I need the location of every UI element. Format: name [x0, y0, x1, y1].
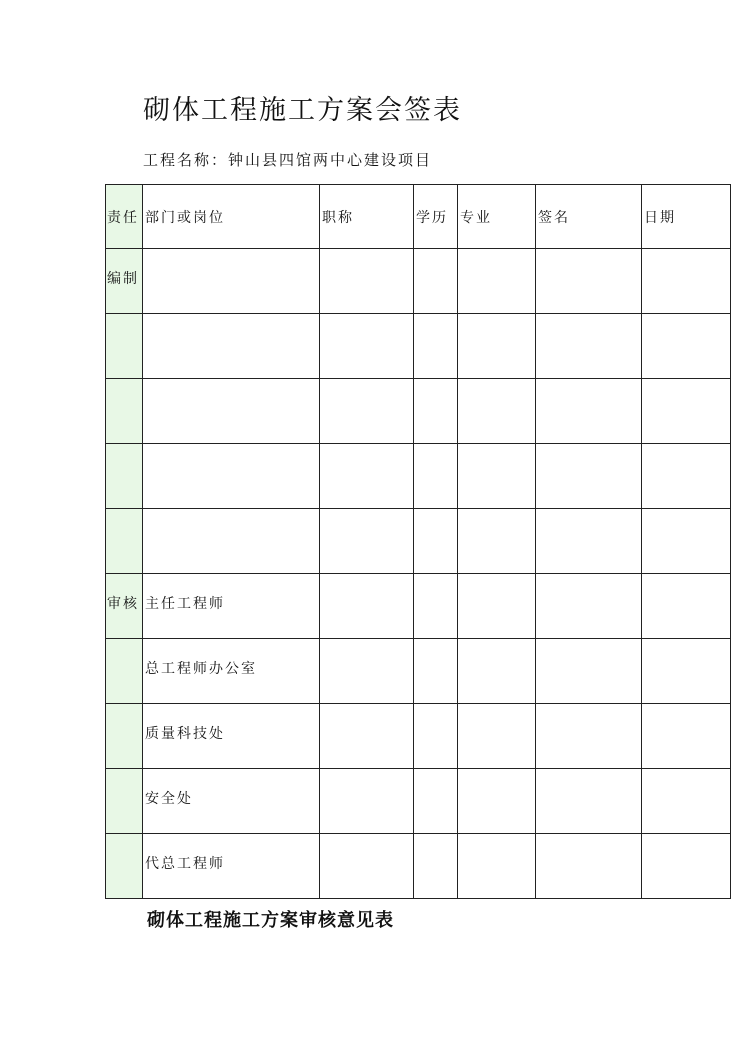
- table-row: [106, 444, 731, 509]
- header-education: 学历: [414, 185, 458, 249]
- page-title: 砌体工程施工方案会签表: [143, 95, 462, 126]
- header-date: 日期: [642, 185, 731, 249]
- table-row: [106, 314, 731, 379]
- role-cell: [106, 704, 143, 769]
- table-row: [106, 769, 731, 834]
- education-cell: [414, 444, 458, 509]
- major-cell: [458, 379, 536, 444]
- header-responsibility: 责任: [106, 185, 143, 249]
- dept-cell: 安全处: [143, 769, 320, 834]
- role-cell: [106, 834, 143, 899]
- date-cell: [642, 769, 731, 834]
- date-cell: [642, 704, 731, 769]
- date-cell: [642, 249, 731, 314]
- date-cell: [642, 379, 731, 444]
- dept-cell: 质量科技处: [143, 704, 320, 769]
- table-row: [106, 249, 731, 314]
- education-cell: [414, 379, 458, 444]
- title-cell: [320, 444, 414, 509]
- signature-cell: [536, 509, 642, 574]
- table-row: [106, 509, 731, 574]
- date-cell: [642, 314, 731, 379]
- date-cell: [642, 509, 731, 574]
- title-cell: [320, 769, 414, 834]
- major-cell: [458, 769, 536, 834]
- table-row: [106, 704, 731, 769]
- date-cell: [642, 639, 731, 704]
- education-cell: [414, 834, 458, 899]
- header-title: 职称: [320, 185, 414, 249]
- table-header-row: [106, 185, 731, 249]
- title-cell: [320, 509, 414, 574]
- education-cell: [414, 509, 458, 574]
- date-cell: [642, 834, 731, 899]
- role-cell: [106, 314, 143, 379]
- title-cell: [320, 379, 414, 444]
- header-major: 专业: [458, 185, 536, 249]
- title-cell: [320, 314, 414, 379]
- major-cell: [458, 639, 536, 704]
- dept-cell: [143, 314, 320, 379]
- major-cell: [458, 314, 536, 379]
- role-cell: [106, 509, 143, 574]
- dept-cell: [143, 379, 320, 444]
- role-cell: [106, 639, 143, 704]
- major-cell: [458, 509, 536, 574]
- signature-cell: [536, 704, 642, 769]
- table-row: [106, 379, 731, 444]
- title-cell: [320, 249, 414, 314]
- signature-cell: [536, 249, 642, 314]
- major-cell: [458, 704, 536, 769]
- role-cell: [106, 379, 143, 444]
- table-row: [106, 639, 731, 704]
- date-cell: [642, 574, 731, 639]
- dept-cell: [143, 249, 320, 314]
- education-cell: [414, 314, 458, 379]
- dept-cell: 总工程师办公室: [143, 639, 320, 704]
- dept-cell: 代总工程师: [143, 834, 320, 899]
- major-cell: [458, 574, 536, 639]
- signature-cell: [536, 639, 642, 704]
- signature-cell: [536, 769, 642, 834]
- date-cell: [642, 444, 731, 509]
- education-cell: [414, 249, 458, 314]
- signature-cell: [536, 834, 642, 899]
- education-cell: [414, 574, 458, 639]
- role-cell: [106, 769, 143, 834]
- signature-cell: [536, 574, 642, 639]
- signature-cell: [536, 444, 642, 509]
- education-cell: [414, 639, 458, 704]
- title-cell: [320, 704, 414, 769]
- review-form-title: 砌体工程施工方案审核意见表: [147, 910, 394, 931]
- education-cell: [414, 769, 458, 834]
- role-cell: 审核: [106, 574, 143, 639]
- header-signature: 签名: [536, 185, 642, 249]
- title-cell: [320, 639, 414, 704]
- header-department: 部门或岗位: [143, 185, 320, 249]
- dept-cell: [143, 444, 320, 509]
- project-name: 工程名称：钟山县四馆两中心建设项目: [143, 151, 433, 169]
- role-cell: 编制: [106, 249, 143, 314]
- signoff-table: [105, 184, 731, 899]
- role-cell: [106, 444, 143, 509]
- signature-cell: [536, 379, 642, 444]
- table-row: [106, 574, 731, 639]
- major-cell: [458, 249, 536, 314]
- title-cell: [320, 574, 414, 639]
- education-cell: [414, 704, 458, 769]
- dept-cell: 主任工程师: [143, 574, 320, 639]
- title-cell: [320, 834, 414, 899]
- dept-cell: [143, 509, 320, 574]
- table-row: [106, 834, 731, 899]
- major-cell: [458, 444, 536, 509]
- signature-cell: [536, 314, 642, 379]
- major-cell: [458, 834, 536, 899]
